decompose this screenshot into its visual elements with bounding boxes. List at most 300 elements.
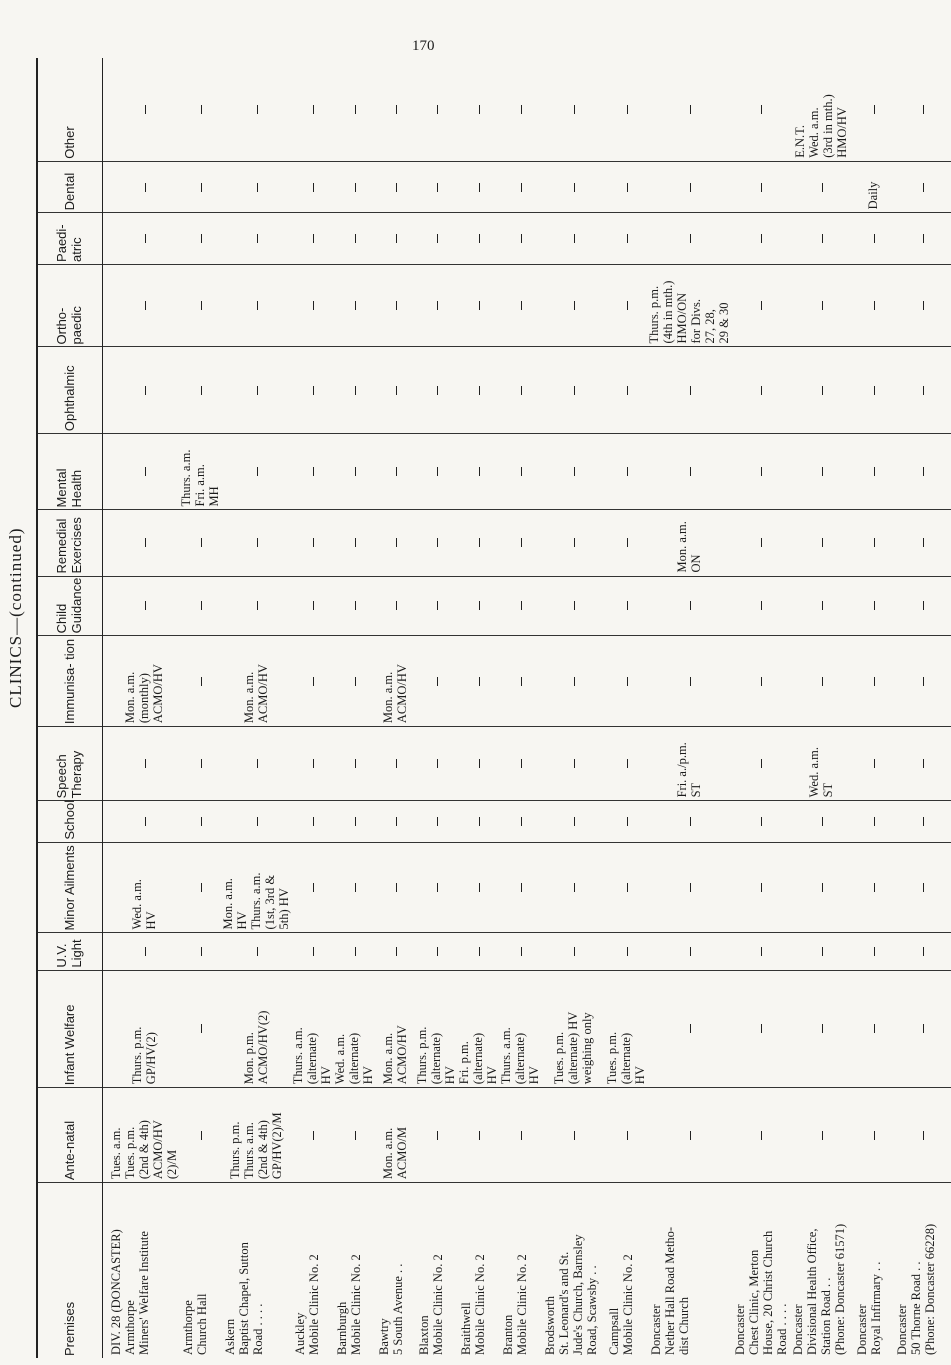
running-head-text: CLINICS—(continued): [6, 527, 25, 708]
table-cell: [291, 1088, 333, 1183]
table-cell: [221, 58, 291, 161]
dash-mark: [257, 947, 258, 956]
dash-mark: [313, 817, 314, 826]
table-cell: Thurs. a.m. (alternate) HV: [291, 970, 333, 1088]
dash-mark: [355, 817, 356, 826]
column-header: U.V. Light: [36, 933, 103, 970]
dash-mark: [313, 1131, 314, 1140]
dash-mark: [479, 105, 480, 114]
dash-mark: [761, 386, 762, 395]
dash-mark: [761, 183, 762, 192]
dash-mark: [874, 759, 875, 768]
dash-mark: [574, 883, 575, 892]
table-cell: [333, 434, 375, 510]
table-cell: [789, 264, 853, 347]
dash-mark: [627, 234, 628, 243]
dash-mark: [690, 817, 691, 826]
table-cell: [605, 510, 647, 576]
table-cell: [179, 347, 221, 434]
table-cell: [415, 801, 457, 842]
dash-mark: [257, 301, 258, 310]
dash-mark: [521, 817, 522, 826]
table-cell: Mon. a.m. (monthly) ACMO/HV: [103, 636, 180, 727]
table-cell: [789, 933, 853, 970]
table-cell: [731, 510, 789, 576]
table-cell: [179, 510, 221, 576]
table-cell: [647, 1088, 731, 1183]
dash-mark: [822, 183, 823, 192]
table-row: [789, 58, 853, 1358]
dash-mark: [874, 947, 875, 956]
premises-cell: Branton Mobile Clinic No. 2: [501, 1254, 529, 1355]
table-cell: Tues. p.m. (alternate) HV weighing only: [541, 970, 605, 1088]
table-cell: [647, 347, 731, 434]
dash-mark: [521, 1131, 522, 1140]
dash-mark: [761, 817, 762, 826]
table-cell: [291, 727, 333, 801]
dash-mark: [521, 883, 522, 892]
table-cell: [789, 347, 853, 434]
table-cell: [605, 801, 647, 842]
dash-mark: [627, 183, 628, 192]
table-cell: Fri. p.m. (alternate) HV: [457, 970, 499, 1088]
table-cell: Tues. p.m. (alternate) HV: [605, 970, 647, 1088]
dash-mark: [355, 234, 356, 243]
table-cell: [499, 510, 541, 576]
table-cell: [605, 434, 647, 510]
dash-mark: [201, 386, 202, 395]
table-cell: [103, 933, 180, 970]
dash-mark: [761, 1024, 762, 1033]
dash-mark: [145, 234, 146, 243]
table-cell: [605, 213, 647, 265]
table-cell: [853, 933, 893, 970]
table-cell: [179, 576, 221, 636]
dash-mark: [437, 234, 438, 243]
table-cell: [457, 636, 499, 727]
table-cell: [415, 264, 457, 347]
table-cell: [731, 58, 789, 161]
dash-mark: [201, 947, 202, 956]
table-cell: [541, 1088, 605, 1183]
table-cell: [853, 842, 893, 933]
table-cell: [893, 213, 951, 265]
table-cell: [291, 213, 333, 265]
dash-mark: [574, 386, 575, 395]
dash-mark: [145, 759, 146, 768]
table-cell: [221, 576, 291, 636]
table-cell: [375, 264, 415, 347]
column-header: Ortho- paedic: [36, 264, 103, 347]
table-cell: [375, 727, 415, 801]
dash-mark: [822, 1131, 823, 1140]
dash-mark: [355, 467, 356, 476]
dash-mark: [822, 601, 823, 610]
dash-mark: [257, 234, 258, 243]
table-cell: [853, 727, 893, 801]
table-cell: [541, 636, 605, 727]
dash-mark: [257, 817, 258, 826]
table-cell: [179, 264, 221, 347]
dash-mark: [479, 301, 480, 310]
table-cell: [647, 933, 731, 970]
table-cell: [541, 161, 605, 213]
premises-cell: Barnburgh Mobile Clinic No. 2: [335, 1254, 363, 1355]
clinics-table: [36, 58, 951, 1358]
dash-mark: [574, 601, 575, 610]
table-cell: [499, 636, 541, 727]
table-cell: [605, 347, 647, 434]
table-cell: [731, 933, 789, 970]
table-cell: [647, 161, 731, 213]
table-cell: [333, 213, 375, 265]
dash-mark: [761, 759, 762, 768]
table-cell: [541, 933, 605, 970]
dash-mark: [201, 759, 202, 768]
dash-mark: [521, 105, 522, 114]
dash-mark: [437, 759, 438, 768]
table-cell: [789, 636, 853, 727]
table-cell: [415, 842, 457, 933]
column-header: Child Guidance: [36, 576, 103, 636]
table-cell: [893, 933, 951, 970]
table-cell: [499, 264, 541, 347]
dash-mark: [396, 539, 397, 548]
column-header: Ophthalmic: [36, 347, 103, 434]
dash-mark: [201, 601, 202, 610]
table-cell: [103, 264, 180, 347]
table-cell: [103, 347, 180, 434]
table-cell: [221, 213, 291, 265]
dash-mark: [627, 883, 628, 892]
dash-mark: [521, 183, 522, 192]
dash-mark: [761, 1131, 762, 1140]
table-cell: [179, 213, 221, 265]
table-row: [221, 58, 291, 1358]
page-number: 170: [412, 38, 435, 54]
table-cell: [333, 161, 375, 213]
table-cell: Mon. a.m. ON: [647, 510, 731, 576]
table-row: [647, 58, 731, 1358]
table-cell: [291, 161, 333, 213]
dash-mark: [761, 601, 762, 610]
dash-mark: [822, 947, 823, 956]
dash-mark: [313, 539, 314, 548]
premises-cell: Campsall Mobile Clinic No. 2: [607, 1254, 635, 1355]
dash-mark: [923, 539, 924, 548]
table-cell: [333, 801, 375, 842]
dash-mark: [690, 947, 691, 956]
dash-mark: [313, 677, 314, 686]
table-cell: [179, 842, 221, 933]
dash-mark: [396, 601, 397, 610]
premises-cell: Doncaster Royal Infirmary . .: [855, 1261, 883, 1355]
dash-mark: [521, 539, 522, 548]
table-cell: [605, 727, 647, 801]
dash-mark: [923, 601, 924, 610]
dash-mark: [201, 677, 202, 686]
table-cell: Fri. a./p.m. ST: [647, 727, 731, 801]
table-row: [333, 58, 375, 1358]
dash-mark: [521, 601, 522, 610]
table-cell: [221, 347, 291, 434]
dash-mark: [574, 947, 575, 956]
table-cell: [789, 801, 853, 842]
table-cell: [457, 727, 499, 801]
table-cell: Mon. a.m. ACMO/HV: [221, 636, 291, 727]
dash-mark: [479, 759, 480, 768]
dash-mark: [761, 883, 762, 892]
table-cell: [647, 58, 731, 161]
table-cell: [333, 576, 375, 636]
table-cell: [647, 213, 731, 265]
table-cell: Thurs. p.m. Thurs. a.m. (2nd & 4th) GP/HV(2)/M: [221, 1088, 291, 1183]
premises-cell: Doncaster Chest Clinic, Merton House, 20 Christ Church Road . . . .: [733, 1230, 789, 1355]
table-cell: [221, 264, 291, 347]
table-row: [291, 58, 333, 1358]
table-cell: [179, 161, 221, 213]
table-cell: Thurs. p.m. (4th in mth.) HMO/ON for Divs. 27, 28, 29 & 30: [647, 264, 731, 347]
dash-mark: [574, 817, 575, 826]
dash-mark: [355, 183, 356, 192]
table-cell: [375, 842, 415, 933]
dash-mark: [822, 234, 823, 243]
premises-cell: Brodsworth St. Leonard's and St. Jude's Church, Barnsley Road, Scawsby . .: [543, 1234, 599, 1355]
table-cell: [731, 842, 789, 933]
table-cell: [103, 576, 180, 636]
table-cell: [457, 801, 499, 842]
table-cell: Mon. a.m. ACMO/HV: [375, 636, 415, 727]
dash-mark: [145, 539, 146, 548]
table-cell: [731, 576, 789, 636]
dash-mark: [761, 105, 762, 114]
dash-mark: [479, 467, 480, 476]
dash-mark: [521, 677, 522, 686]
table-cell: [893, 727, 951, 801]
table-cell: [333, 510, 375, 576]
table-cell: [853, 801, 893, 842]
dash-mark: [874, 467, 875, 476]
dash-mark: [574, 234, 575, 243]
dash-mark: [627, 105, 628, 114]
table-row: [499, 58, 541, 1358]
table-cell: [789, 842, 853, 933]
table-cell: [605, 842, 647, 933]
dash-mark: [355, 883, 356, 892]
column-header: School: [36, 801, 103, 842]
dash-mark: [355, 105, 356, 114]
table-cell: [103, 727, 180, 801]
dash-mark: [145, 301, 146, 310]
dash-mark: [761, 234, 762, 243]
table-row: [605, 58, 647, 1358]
column-header: Minor Ailments: [36, 842, 103, 933]
dash-mark: [923, 386, 924, 395]
dash-mark: [437, 386, 438, 395]
table-cell: [103, 213, 180, 265]
dash-mark: [313, 386, 314, 395]
dash-mark: [574, 539, 575, 548]
dash-mark: [923, 817, 924, 826]
dash-mark: [627, 301, 628, 310]
dash-mark: [479, 183, 480, 192]
dash-mark: [201, 817, 202, 826]
dash-mark: [690, 234, 691, 243]
table-cell: [789, 576, 853, 636]
table-cell: Daily: [853, 161, 893, 213]
dash-mark: [822, 677, 823, 686]
table-cell: [415, 347, 457, 434]
table-cell: [853, 264, 893, 347]
table-cell: [893, 576, 951, 636]
table-cell: [731, 434, 789, 510]
table-cell: [789, 213, 853, 265]
table-cell: [893, 58, 951, 161]
table-cell: [457, 264, 499, 347]
table-cell: [731, 1088, 789, 1183]
table-cell: [541, 213, 605, 265]
table-cell: [853, 434, 893, 510]
table-cell: [541, 510, 605, 576]
dash-mark: [201, 301, 202, 310]
dash-mark: [201, 539, 202, 548]
dash-mark: [313, 759, 314, 768]
dash-mark: [761, 467, 762, 476]
table-cell: [221, 727, 291, 801]
table-cell: [375, 213, 415, 265]
dash-mark: [923, 677, 924, 686]
dash-mark: [574, 677, 575, 686]
dash-mark: [627, 601, 628, 610]
dash-mark: [437, 105, 438, 114]
table-cell: [541, 434, 605, 510]
dash-mark: [257, 601, 258, 610]
dash-mark: [690, 183, 691, 192]
table-cell: [853, 970, 893, 1088]
dash-mark: [313, 467, 314, 476]
table-cell: Thurs. p.m. GP/HV(2): [103, 970, 180, 1088]
dash-mark: [690, 467, 691, 476]
dash-mark: [923, 759, 924, 768]
table-cell: [457, 434, 499, 510]
table-cell: [605, 636, 647, 727]
dash-mark: [822, 386, 823, 395]
column-header: Other: [36, 58, 103, 161]
table-cell: E.N.T. Wed. a.m. (3rd in mth.) HMO/HV: [789, 58, 853, 161]
table-cell: [499, 842, 541, 933]
column-header: Remedial Exercises: [36, 510, 103, 576]
table-cell: [333, 727, 375, 801]
table-cell: [333, 1088, 375, 1183]
dash-mark: [313, 883, 314, 892]
clinics-table-rotated: [36, 58, 937, 1358]
table-cell: [375, 933, 415, 970]
table-cell: [893, 842, 951, 933]
table-row: [103, 58, 180, 1358]
table-cell: [541, 264, 605, 347]
table-cell: [457, 213, 499, 265]
dash-mark: [874, 105, 875, 114]
dash-mark: [437, 883, 438, 892]
table-cell: [179, 933, 221, 970]
dash-mark: [355, 601, 356, 610]
table-cell: Tues. a.m. Tues. p.m. (2nd & 4th) ACMO/HV (2)/M: [103, 1088, 180, 1183]
dash-mark: [313, 105, 314, 114]
table-cell: [179, 970, 221, 1088]
dash-mark: [437, 301, 438, 310]
table-cell: [291, 576, 333, 636]
table-cell: [333, 933, 375, 970]
table-cell: [731, 347, 789, 434]
table-cell: [731, 213, 789, 265]
table-cell: [457, 842, 499, 933]
table-cell: Thurs. p.m. (alternate) HV: [415, 970, 457, 1088]
dash-mark: [822, 301, 823, 310]
table-cell: [499, 213, 541, 265]
table-cell: [789, 970, 853, 1088]
table-cell: [221, 801, 291, 842]
column-header: Premises: [36, 1183, 103, 1358]
dash-mark: [690, 1024, 691, 1033]
dash-mark: [574, 1131, 575, 1140]
table-cell: [605, 264, 647, 347]
premises-cell: Doncaster Divisional Health Office, Station Road . . (Phone: Doncaster 61571): [791, 1223, 847, 1355]
dash-mark: [690, 105, 691, 114]
dash-mark: [923, 105, 924, 114]
dash-mark: [479, 1131, 480, 1140]
dash-mark: [627, 467, 628, 476]
column-header: Mental Health: [36, 434, 103, 510]
dash-mark: [355, 1131, 356, 1140]
table-cell: [893, 347, 951, 434]
dash-mark: [627, 1131, 628, 1140]
table-cell: [221, 510, 291, 576]
dash-mark: [923, 234, 924, 243]
table-row: [415, 58, 457, 1358]
table-cell: [291, 933, 333, 970]
table-cell: [457, 576, 499, 636]
table-cell: [541, 842, 605, 933]
table-cell: [291, 264, 333, 347]
table-cell: [333, 347, 375, 434]
table-cell: [291, 58, 333, 161]
dash-mark: [627, 947, 628, 956]
dash-mark: [923, 1024, 924, 1033]
table-header-row: [36, 58, 103, 1358]
table-cell: [647, 842, 731, 933]
dash-mark: [479, 947, 480, 956]
table-cell: [291, 636, 333, 727]
table-cell: [853, 1088, 893, 1183]
table-row: [731, 58, 789, 1358]
dash-mark: [521, 386, 522, 395]
dash-mark: [437, 183, 438, 192]
table-cell: [457, 161, 499, 213]
dash-mark: [923, 947, 924, 956]
dash-mark: [437, 677, 438, 686]
table-cell: [605, 1088, 647, 1183]
dash-mark: [690, 1131, 691, 1140]
table-cell: [415, 510, 457, 576]
premises-cell: DIV. 28 (DONCASTER) Armthorpe Miners' Welfare Institute: [109, 1229, 151, 1355]
running-head: [4, 527, 30, 710]
table-cell: [605, 161, 647, 213]
dash-mark: [201, 105, 202, 114]
table-cell: [375, 510, 415, 576]
table-cell: [221, 434, 291, 510]
table-row: [853, 58, 893, 1358]
dash-mark: [690, 883, 691, 892]
